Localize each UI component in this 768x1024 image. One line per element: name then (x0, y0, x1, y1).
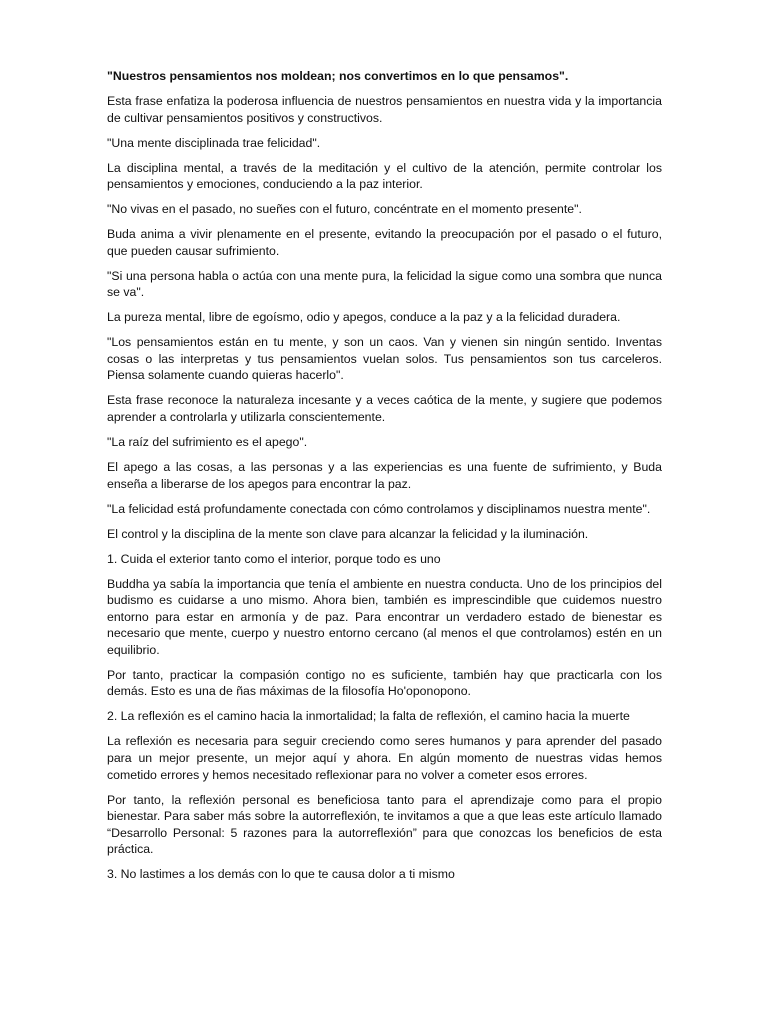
paragraph-16: Por tanto, practicar la compasión contigo no es suficiente, también hay que practicarla con los demás. Esto es una de ñas máximas de la filosofía Ho'oponopono. (107, 667, 662, 699)
paragraph-6: "Si una persona habla o actúa con una mente pura, la felicidad la sigue como una sombra que nunca se va". (107, 268, 662, 300)
paragraph-2: "Una mente disciplinada trae felicidad". (107, 135, 321, 150)
paragraph-19: Por tanto, la reflexión personal es beneficiosa tanto para el aprendizaje como para el propio bienestar. Para saber más sobre la autorreflexión, te invitamos a que a que leas este artículo llamado “Desarrollo Personal: 5 razones para la autorreflexión” para que conozcas los beneficios de esta práctica. (107, 792, 662, 857)
paragraph-12: "La felicidad está profundamente conectada con cómo controlamos y disciplinamos nuestra mente". (107, 501, 651, 516)
paragraph-4: "No vivas en el pasado, no sueñes con el futuro, concéntrate en el momento presente". (107, 202, 582, 217)
paragraph-15: Buddha ya sabía la importancia que tenía el ambiente en nuestra conducta. Uno de los principios del budismo es cuidarse a uno mismo. Ahora bien, también es imprescindible que cuidemos nuestro entorno para estar en armonía y de paz. Para encontrar un verdadero estado de bienestar es necesario que mente, cuerpo y nuestro entorno cercano (al menos el que controlamos) estén en un equilibrio. (107, 576, 662, 657)
paragraph-13: El control y la disciplina de la mente son clave para alcanzar la felicidad y la iluminación. (107, 526, 589, 541)
paragraph-5: Buda anima a vivir plenamente en el presente, evitando la preocupación por el pasado o el futuro, que pueden causar sufrimiento. (107, 227, 662, 258)
paragraph-14: 1. Cuida el exterior tanto como el interior, porque todo es uno (107, 551, 441, 566)
paragraph-9: Esta frase reconoce la naturaleza incesante y a veces caótica de la mente, y sugiere que podemos aprender a controlarla y utilizarla conscientemente. (107, 393, 662, 425)
document-body (107, 68, 662, 891)
paragraph-8: "Los pensamientos están en tu mente, y son un caos. Van y vienen sin ningún sentido. Inventas cosas o las interpretas y tus pensamientos vuelan solos. Tus pensamientos son tus carceleros. Piensa solamente cuando quieras hacerlo". (107, 335, 662, 383)
paragraph-17: 2. La reflexión es el camino hacia la inmortalidad; la falta de reflexión, el camino hacia la muerte (107, 709, 630, 724)
document-title: "Nuestros pensamientos nos moldean; nos convertimos en lo que pensamos". (107, 69, 569, 83)
paragraph-1: Esta frase enfatiza la poderosa influencia de nuestros pensamientos en nuestra vida y la importancia de cultivar pensamientos positivos y constructivos. (107, 93, 662, 125)
paragraph-11: El apego a las cosas, a las personas y a las experiencias es una fuente de sufrimiento, y Buda enseña a liberarse de los apegos para encontrar la paz. (107, 459, 662, 491)
paragraph-20: 3. No lastimes a los demás con lo que te causa dolor a ti mismo (107, 867, 455, 882)
paragraph-7: La pureza mental, libre de egoísmo, odio y apegos, conduce a la paz y a la felicidad duradera. (107, 310, 621, 325)
paragraph-10: "La raíz del sufrimiento es el apego". (107, 435, 308, 449)
paragraph-3: La disciplina mental, a través de la meditación y el cultivo de la atención, permite controlar los pensamientos y emociones, conduciendo a la paz interior. (107, 160, 662, 192)
paragraph-18: La reflexión es necesaria para seguir creciendo como seres humanos y para aprender del pasado para un mejor presente, un mejor aquí y ahora. En algún momento de nuestras vidas hemos cometido errores y hemos necesitado reflexionar para no volver a cometer esos errores. (107, 734, 662, 782)
